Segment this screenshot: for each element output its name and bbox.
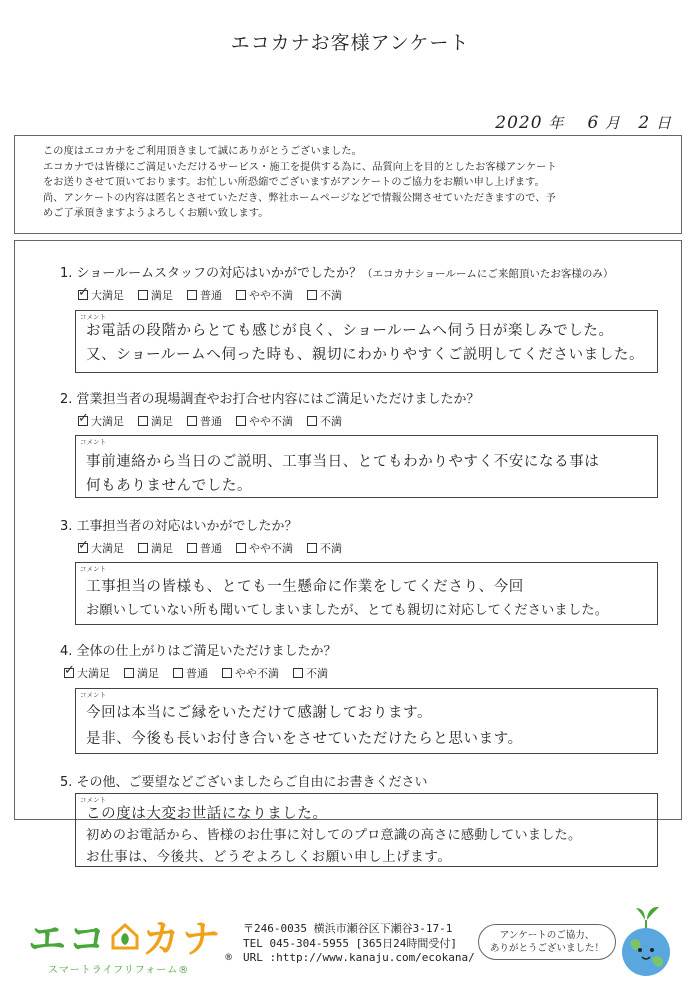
bubble-line: アンケートのご協力、 bbox=[499, 930, 595, 941]
logo-char: エ bbox=[28, 917, 69, 961]
option-yaya-fuman[interactable] bbox=[236, 413, 293, 429]
option-fuman[interactable] bbox=[307, 540, 342, 556]
house-icon bbox=[110, 921, 140, 951]
question-3-text: 3. 工事担当者の対応はいかがでしたか？ bbox=[60, 519, 298, 534]
date-month-unit: 月 bbox=[605, 114, 622, 132]
checkbox-checked[interactable] bbox=[78, 543, 88, 553]
comment-box-1[interactable] bbox=[75, 310, 658, 373]
comment-5-line: お仕事は、今後共、どうぞよろしくお願い申し上げます。 bbox=[86, 849, 452, 865]
checkbox-checked[interactable] bbox=[64, 668, 74, 678]
intro-box bbox=[14, 135, 682, 234]
checkbox[interactable] bbox=[236, 416, 246, 426]
option-fuman[interactable] bbox=[293, 665, 328, 681]
option-futsuu[interactable] bbox=[187, 287, 222, 303]
thanks-bubble bbox=[478, 924, 616, 960]
logo-char: カ bbox=[142, 917, 183, 961]
question-2-options bbox=[78, 413, 660, 429]
checkbox[interactable] bbox=[307, 543, 317, 553]
comment-tag: コメント bbox=[80, 691, 106, 699]
checkbox[interactable] bbox=[187, 543, 197, 553]
date-month: 6 bbox=[587, 113, 600, 133]
comment-4-line: 是非、今後も長いお付き合いをさせていただけたらと思います。 bbox=[86, 731, 523, 747]
question-4 bbox=[60, 640, 660, 681]
checkbox[interactable] bbox=[138, 416, 148, 426]
question-2-text: 2. 営業担当者の現場調査やお打合せ内容にはご満足いただけましたか？ bbox=[60, 392, 480, 407]
option-label: 普通 bbox=[200, 289, 222, 302]
comment-tag: コメント bbox=[80, 565, 106, 573]
question-3 bbox=[60, 515, 660, 556]
comment-5-line: 初めのお電話から、皆様のお仕事に対してのプロ意識の高さに感動していました。 bbox=[86, 828, 582, 843]
comment-tag: コメント bbox=[80, 438, 106, 446]
earth-mascot-icon bbox=[612, 900, 682, 980]
phone-line: TEL 045-304-5955 [365日24時間受付] bbox=[243, 936, 457, 950]
intro-line: をお送りさせて頂いております。お忙しい所恐縮でございますがアンケートのご協力をお願い申し上げます。 bbox=[43, 177, 545, 188]
option-label: 満足 bbox=[151, 289, 173, 302]
checkbox[interactable] bbox=[138, 290, 148, 300]
ecokana-logo bbox=[28, 908, 235, 976]
checkbox[interactable] bbox=[236, 290, 246, 300]
intro-line: エコカナでは皆様にご満足いただけるサービス・施工を提供する為に、品質向上を目的としたお客様アンケート bbox=[43, 161, 557, 173]
checkbox[interactable] bbox=[222, 668, 232, 678]
option-label: やや不満 bbox=[249, 289, 293, 302]
checkbox[interactable] bbox=[173, 668, 183, 678]
option-label: 不満 bbox=[320, 542, 342, 555]
option-daimanzoku[interactable] bbox=[78, 413, 124, 429]
intro-line: 尚、アンケートの内容は匿名とさせていただき、弊社ホームページなどで情報公開させていただきますので、予 bbox=[43, 192, 556, 204]
registered-mark: ® bbox=[224, 953, 236, 963]
option-label: 満足 bbox=[137, 667, 159, 680]
comment-2-line: 事前連絡から当日のご説明、工事当日、とてもわかりやすく不安になる事は bbox=[86, 454, 600, 470]
checkbox[interactable] bbox=[187, 416, 197, 426]
option-label: やや不満 bbox=[249, 542, 293, 555]
page-title: エコカナお客様アンケート bbox=[230, 32, 470, 54]
question-2 bbox=[60, 388, 660, 429]
option-label: 大満足 bbox=[91, 289, 124, 302]
option-daimanzoku[interactable] bbox=[78, 287, 124, 303]
question-1 bbox=[60, 262, 660, 303]
option-label: やや不満 bbox=[249, 415, 293, 428]
question-4-text: 4. 全体の仕上がりはご満足いただけましたか？ bbox=[60, 644, 337, 659]
logo-char: コ bbox=[68, 917, 109, 961]
comment-3-line: お願いしていない所も聞いてしまいましたが、とても親切に対応してくださいました。 bbox=[86, 603, 609, 618]
comment-1-line: お電話の段階からとても感じが良く、ショールームへ伺う日が楽しみでした。 bbox=[86, 323, 614, 339]
option-label: やや不満 bbox=[235, 667, 279, 680]
comment-box-4[interactable] bbox=[75, 688, 658, 754]
option-label: 普通 bbox=[200, 542, 222, 555]
option-label: 大満足 bbox=[77, 667, 110, 680]
comment-3-line: 工事担当の皆様も、とても一生懸命に作業をしてくださり、今回 bbox=[86, 579, 524, 595]
comment-2-line: 何もありませんでした。 bbox=[86, 478, 253, 494]
checkbox[interactable] bbox=[293, 668, 303, 678]
option-manzoku[interactable] bbox=[124, 665, 159, 681]
option-futsuu[interactable] bbox=[173, 665, 208, 681]
comment-5-line: この度は大変お世話になりました。 bbox=[86, 806, 328, 822]
option-yaya-fuman[interactable] bbox=[236, 287, 293, 303]
question-5 bbox=[60, 771, 660, 790]
question-1-note: （エコカナショールームにご来館頂いたお客様のみ） bbox=[362, 268, 614, 280]
bubble-line: ありがとうございました！ bbox=[489, 943, 604, 954]
checkbox[interactable] bbox=[307, 416, 317, 426]
option-manzoku[interactable] bbox=[138, 287, 173, 303]
url-line[interactable]: URL :http://www.kanaju.com/ecokana/ bbox=[243, 951, 475, 964]
question-1-text: 1. ショールームスタッフの対応はいかがでしたか？ bbox=[60, 266, 363, 281]
checkbox-checked[interactable] bbox=[78, 416, 88, 426]
question-5-text: 5. その他、ご要望などございましたらご自由にお書きください bbox=[60, 775, 428, 790]
option-label: 不満 bbox=[306, 667, 328, 680]
option-label: 大満足 bbox=[91, 415, 124, 428]
checkbox[interactable] bbox=[124, 668, 134, 678]
intro-line: この度はエコカナをご利用頂きまして誠にありがとうございました。 bbox=[43, 146, 362, 157]
comment-box-5[interactable] bbox=[75, 793, 658, 867]
option-yaya-fuman[interactable] bbox=[236, 540, 293, 556]
comment-1-line: 又、ショールームへ伺った時も、親切にわかりやすくご説明してくださいました。 bbox=[86, 347, 645, 363]
comment-box-3[interactable] bbox=[75, 562, 658, 625]
option-futsuu[interactable] bbox=[187, 540, 222, 556]
option-label: 不満 bbox=[320, 289, 342, 302]
option-label: 普通 bbox=[186, 667, 208, 680]
date-day: 2 bbox=[638, 113, 651, 133]
question-4-options bbox=[64, 665, 660, 681]
question-1-options bbox=[78, 287, 660, 303]
comment-4-line: 今回は本当にご縁をいただけて感謝しております。 bbox=[86, 705, 433, 721]
comment-tag: コメント bbox=[80, 313, 106, 321]
logo-subtitle: スマートライフリフォーム® bbox=[48, 965, 190, 976]
survey-date bbox=[495, 112, 672, 133]
option-fuman[interactable] bbox=[307, 413, 342, 429]
comment-tag: コメント bbox=[80, 796, 106, 804]
option-label: 満足 bbox=[151, 415, 173, 428]
checkbox[interactable] bbox=[307, 290, 317, 300]
checkbox-checked[interactable] bbox=[78, 290, 88, 300]
question-3-options bbox=[78, 540, 660, 556]
option-futsuu[interactable] bbox=[187, 413, 222, 429]
option-fuman[interactable] bbox=[307, 287, 342, 303]
logo-char: ナ bbox=[182, 917, 223, 961]
date-year-unit: 年 bbox=[548, 114, 565, 132]
option-label: 不満 bbox=[320, 415, 342, 428]
option-daimanzoku[interactable] bbox=[78, 540, 124, 556]
address-line: 〒246-0035 横浜市瀬谷区下瀬谷3-17-1 bbox=[243, 922, 453, 935]
intro-line: めご了承頂きますようよろしくお願い致します。 bbox=[43, 208, 269, 219]
date-year: 2020 bbox=[495, 113, 543, 133]
comment-box-2[interactable] bbox=[75, 435, 658, 498]
checkbox[interactable] bbox=[138, 543, 148, 553]
company-address bbox=[243, 922, 475, 966]
option-label: 普通 bbox=[200, 415, 222, 428]
date-day-unit: 日 bbox=[655, 114, 672, 132]
option-manzoku[interactable] bbox=[138, 540, 173, 556]
checkbox[interactable] bbox=[236, 543, 246, 553]
option-daimanzoku[interactable] bbox=[64, 665, 110, 681]
option-manzoku[interactable] bbox=[138, 413, 173, 429]
option-label: 大満足 bbox=[91, 542, 124, 555]
option-label: 満足 bbox=[151, 542, 173, 555]
checkbox[interactable] bbox=[187, 290, 197, 300]
option-yaya-fuman[interactable] bbox=[222, 665, 279, 681]
